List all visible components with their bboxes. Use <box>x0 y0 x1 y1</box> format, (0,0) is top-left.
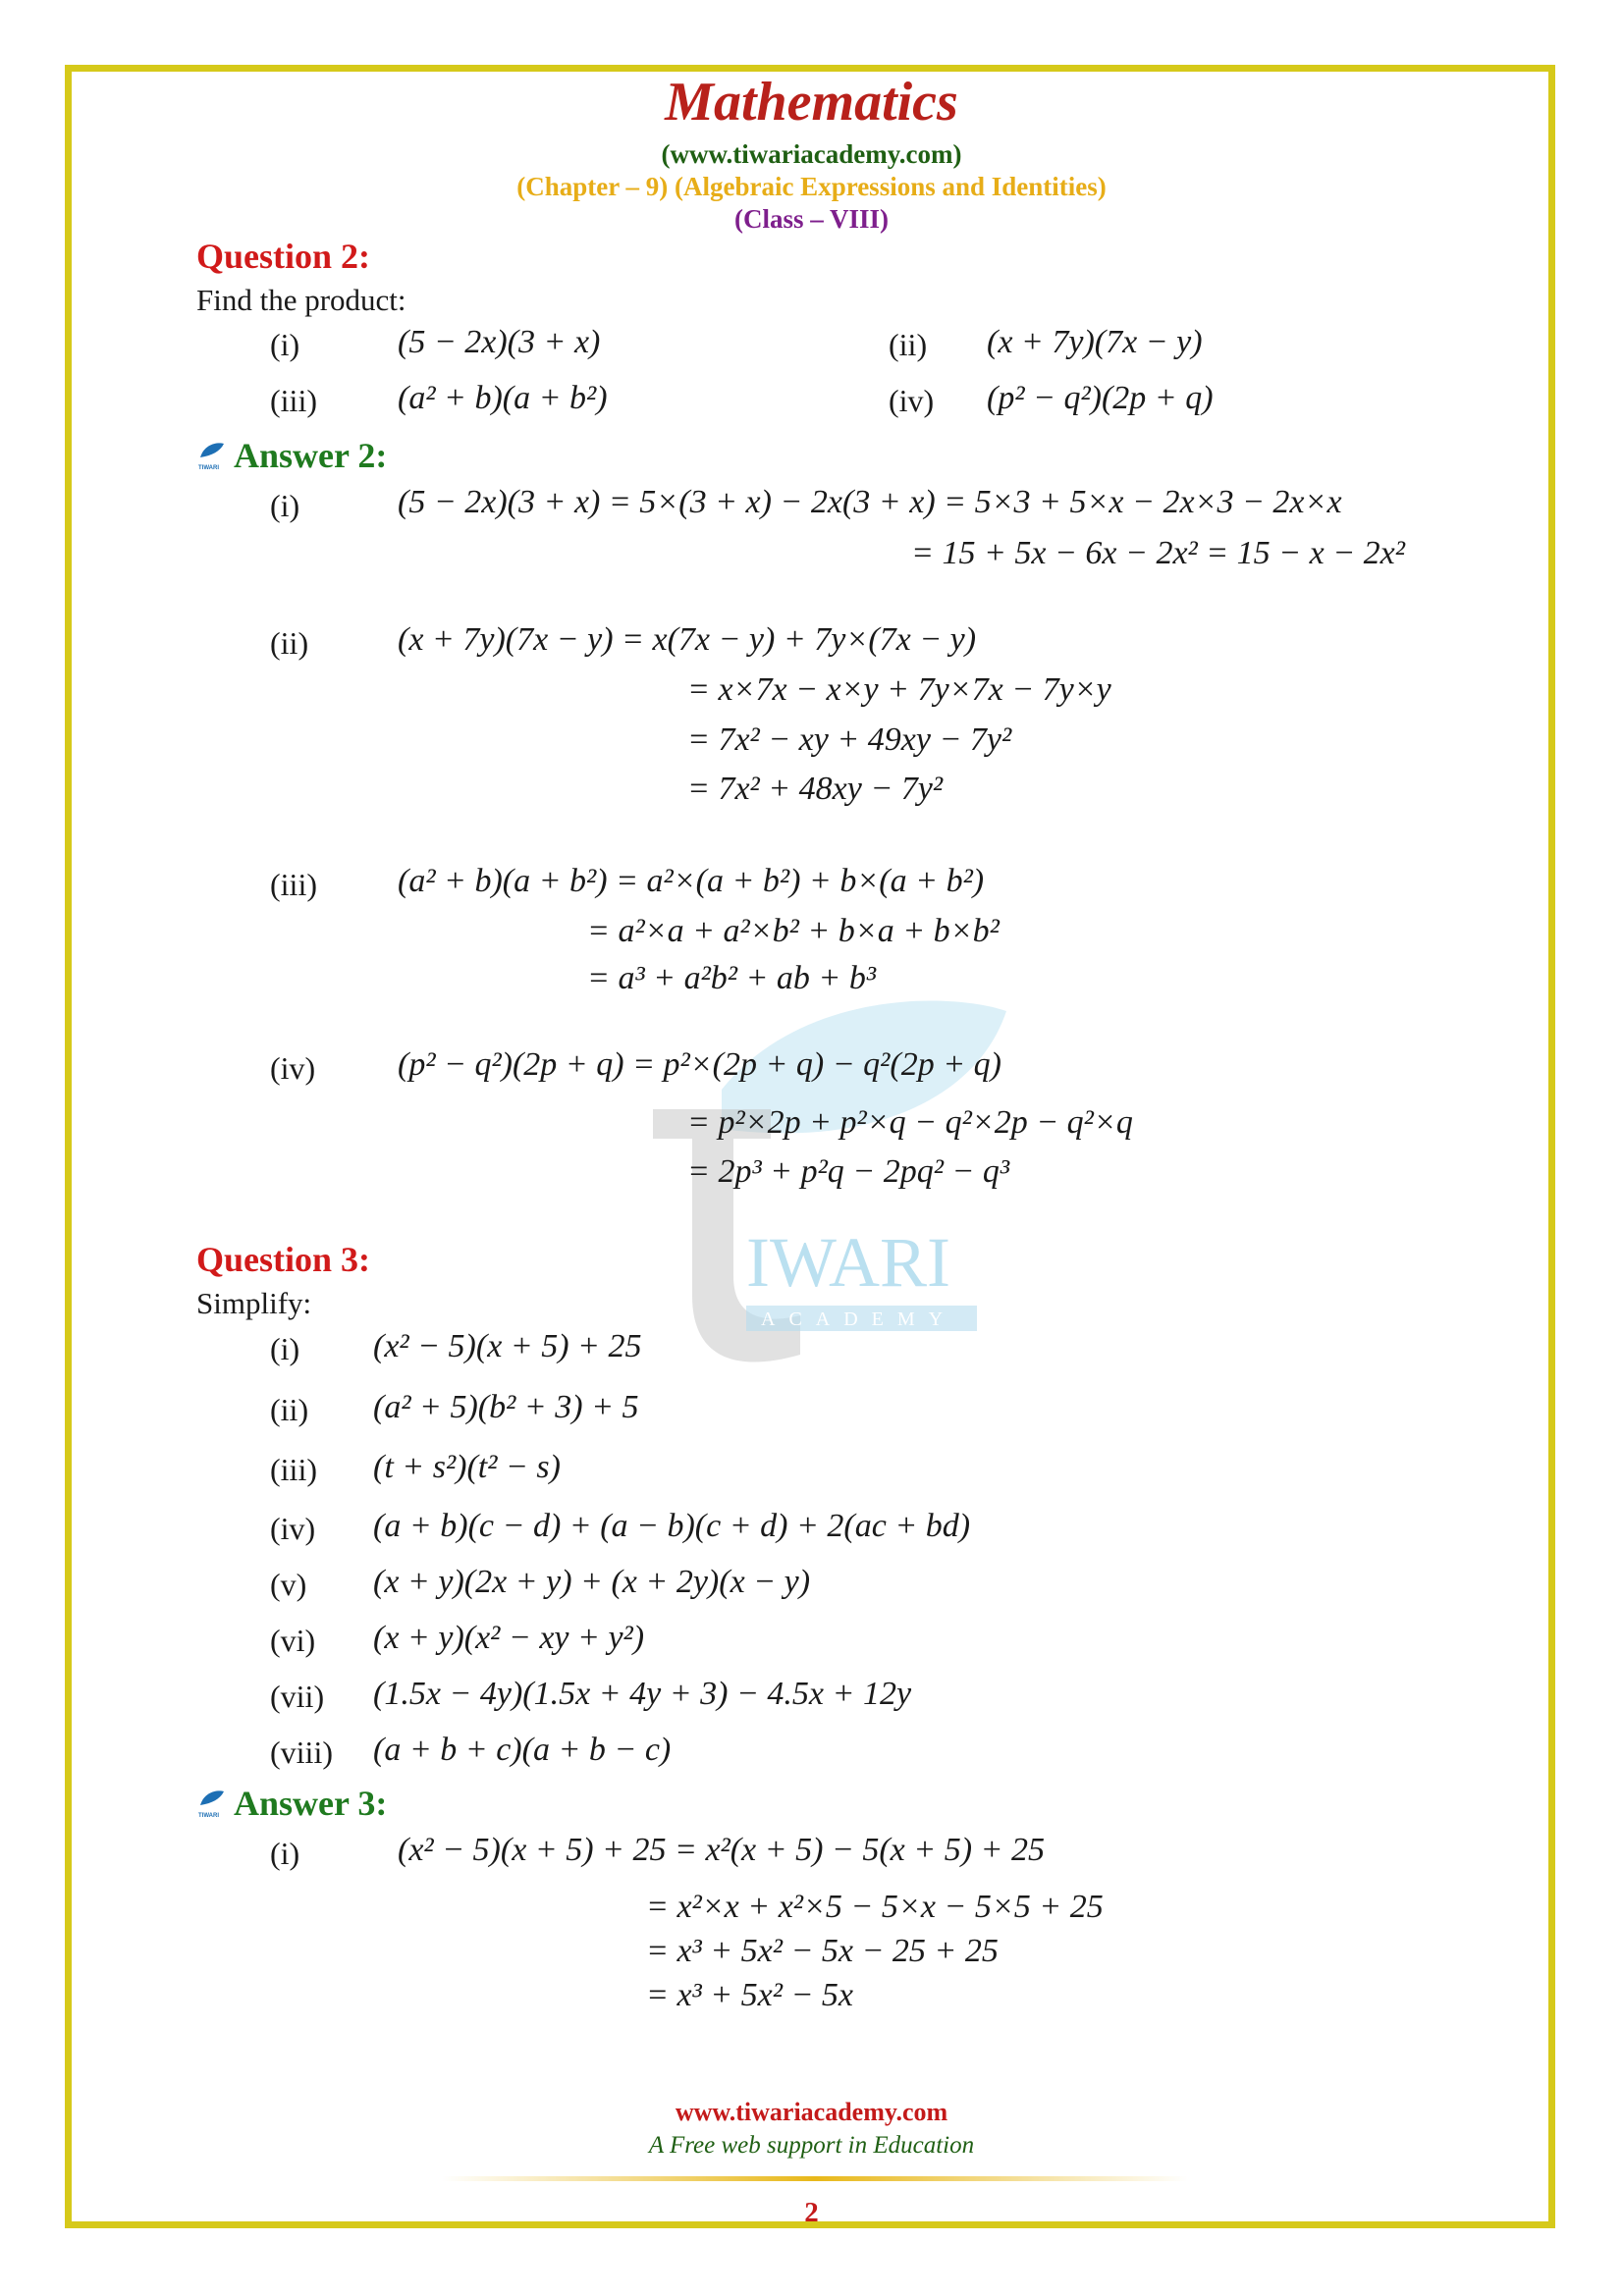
a2-step: = 15 + 5x − 6x − 2x² = 15 − x − 2x² <box>911 535 1405 571</box>
a3-step: (x² − 5)(x + 5) + 25 = x²(x + 5) − 5(x + 5) + 25 <box>398 1832 1045 1868</box>
a2-step: = a²×a + a²×b² + b×a + b×b² <box>587 913 1000 949</box>
question-2-prompt: Find the product: <box>196 283 406 317</box>
q2-item-expr: (p² − q²)(2p + q) <box>987 380 1214 416</box>
q3-item-label: (vii) <box>270 1679 325 1714</box>
a2-step: (x + 7y)(7x − y) = x(7x − y) + 7y×(7x − y) <box>398 621 977 658</box>
header-class: (Class – VIII) <box>733 204 890 234</box>
a2-step: (p² − q²)(2p + q) = p²×(2p + q) − q²(2p + q) <box>398 1046 1001 1083</box>
q3-item-expr: (x + y)(x² − xy + y²) <box>373 1620 645 1656</box>
a2-step: = x×7x − x×y + 7y×7x − 7y×y <box>687 671 1111 708</box>
page-title: Mathematics <box>665 72 958 133</box>
a2-step: = 2p³ + p²q − 2pq² − q³ <box>687 1153 1010 1190</box>
q3-item-expr: (a + b)(c − d) + (a − b)(c + d) + 2(ac + bd) <box>373 1508 971 1544</box>
q3-item-label: (iii) <box>270 1452 317 1487</box>
page-number: 2 <box>804 2197 819 2228</box>
a3-step: = x³ + 5x² − 5x <box>646 1977 853 2013</box>
q2-item-label: (iii) <box>270 383 317 418</box>
q3-item-label: (vi) <box>270 1623 316 1658</box>
header-website: (www.tiwariacademy.com) <box>661 139 962 169</box>
svg-text:TIWARI: TIWARI <box>198 1813 219 1819</box>
a2-part-label: (ii) <box>270 625 309 661</box>
q2-item-label: (ii) <box>889 327 928 362</box>
question-3-heading: Question 3: <box>196 1240 371 1279</box>
q3-item-expr: (1.5x − 4y)(1.5x + 4y + 3) − 4.5x + 12y <box>373 1676 912 1712</box>
header-chapter: (Chapter – 9) (Algebraic Expressions and Identities) <box>516 172 1107 201</box>
a2-step: (5 − 2x)(3 + x) = 5×(3 + x) − 2x(3 + x) = 5×3 + 5×x − 2x×3 − 2x×x <box>398 484 1342 520</box>
q3-item-label: (i) <box>270 1331 300 1366</box>
tiwari-logo-icon <box>196 440 226 471</box>
watermark-brand: IWARI <box>746 1223 950 1302</box>
q3-item-label: (viii) <box>270 1735 333 1770</box>
q3-item-expr: (a + b + c)(a + b − c) <box>373 1732 672 1768</box>
svg-text:TIWARI: TIWARI <box>198 465 219 471</box>
a2-step: (a² + b)(a + b²) = a²×(a + b²) + b×(a + b²) <box>398 863 985 899</box>
a2-step: = p²×2p + p²×q − q²×2p − q²×q <box>687 1104 1133 1141</box>
a2-part-label: (iii) <box>270 867 317 902</box>
answer-2-heading: TIWARI Answer 2: <box>198 436 388 475</box>
footer-tagline: A Free web support in Education <box>648 2132 975 2159</box>
q3-item-expr: (x + y)(2x + y) + (x + 2y)(x − y) <box>373 1564 811 1600</box>
watermark-sub: ACADEMY <box>761 1308 957 1330</box>
a3-part-label: (i) <box>270 1836 300 1871</box>
q3-item-expr: (x² − 5)(x + 5) + 25 <box>373 1328 642 1364</box>
q3-item-label: (iv) <box>270 1511 316 1546</box>
answer-3-heading: TIWARI Answer 3: <box>198 1784 388 1823</box>
q3-item-expr: (t + s²)(t² − s) <box>373 1449 561 1485</box>
a2-part-label: (iv) <box>270 1050 316 1086</box>
q3-item-label: (ii) <box>270 1392 309 1427</box>
tiwari-logo-icon <box>196 1788 226 1819</box>
question-3-prompt: Simplify: <box>196 1286 312 1320</box>
q3-item-expr: (a² + 5)(b² + 3) + 5 <box>373 1389 639 1425</box>
a2-step: = 7x² + 48xy − 7y² <box>687 771 944 807</box>
footer-divider <box>442 2176 1188 2181</box>
a3-step: = x²×x + x²×5 − 5×x − 5×5 + 25 <box>646 1889 1104 1925</box>
q2-item-expr: (5 − 2x)(3 + x) <box>398 324 601 360</box>
a3-step: = x³ + 5x² − 5x − 25 + 25 <box>646 1933 999 1969</box>
a2-part-label: (i) <box>270 488 300 523</box>
question-2-heading: Question 2: <box>196 237 371 276</box>
q3-item-label: (v) <box>270 1567 307 1602</box>
q2-item-expr: (x + 7y)(7x − y) <box>987 324 1203 360</box>
q2-item-expr: (a² + b)(a + b²) <box>398 380 608 416</box>
q2-item-label: (i) <box>270 327 300 362</box>
a2-step: = a³ + a²b² + ab + b³ <box>587 960 877 996</box>
a2-step: = 7x² − xy + 49xy − 7y² <box>687 721 1012 758</box>
q2-item-label: (iv) <box>889 383 935 418</box>
footer-website[interactable]: www.tiwariacademy.com <box>675 2098 948 2126</box>
